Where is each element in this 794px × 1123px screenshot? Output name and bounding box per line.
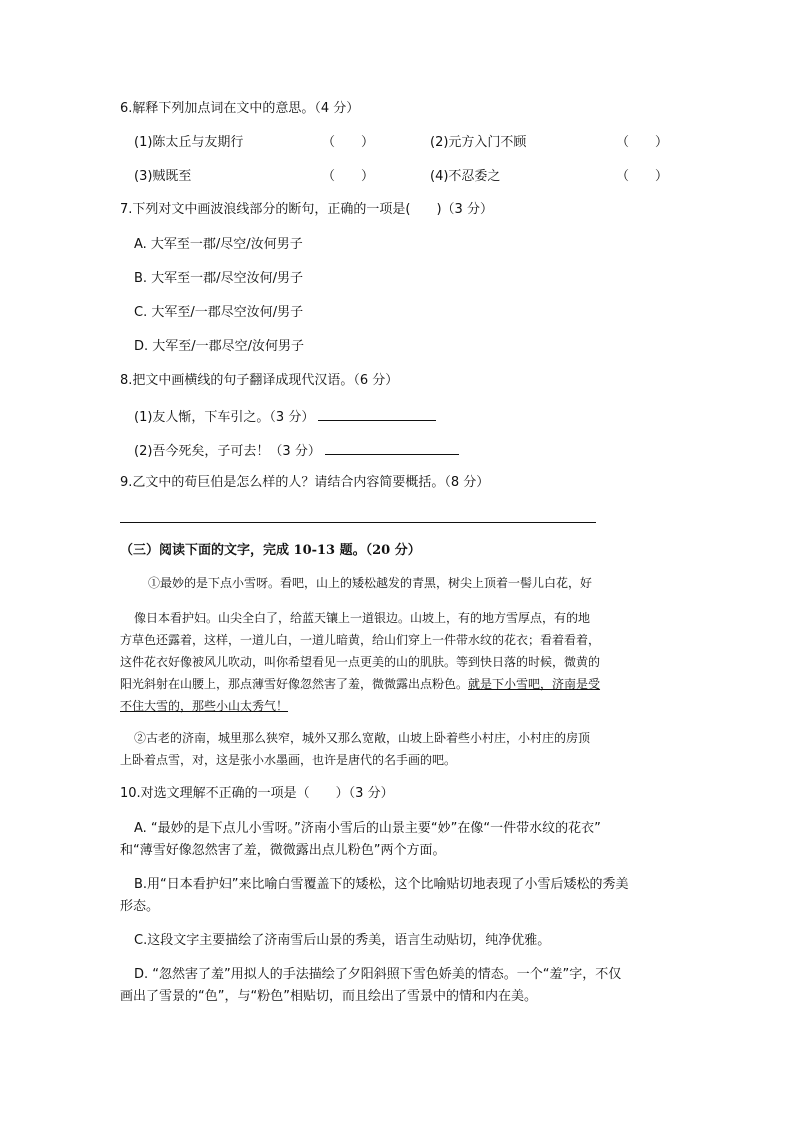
- q8-item-1: [134, 406, 436, 427]
- q8-item-2-text: (2)吾今死矣，子可去！（3 分）: [134, 444, 321, 459]
- passage-p1-line-2: 像日本看护妇。山尖全白了，给蓝天镶上一道银边。山坡上，有的地方雪厚点，有的地: [134, 611, 591, 625]
- q6-item-1: (1)陈太丘与友期行: [134, 135, 244, 150]
- passage-underlined-sentence-part-1: 就是下小雪吧，济南是受: [468, 677, 601, 691]
- q7-option-c: C. 大军至/一郡尽空汝何/男子: [134, 305, 304, 320]
- q10-option-b-line-2: 形态。: [120, 899, 160, 914]
- q8-item-1-answer-blank[interactable]: [318, 406, 436, 421]
- q6-item-4: (4)不忍委之: [430, 169, 501, 184]
- q9-stem: 9.乙文中的荀巨伯是怎么样的人？请结合内容简要概括。（8 分）: [120, 475, 490, 490]
- passage-p1-line-1: ①最妙的是下点小雪呀。看吧，山上的矮松越发的青黑，树尖上顶着一髻儿白花，好: [148, 576, 593, 590]
- q10-option-a-line-1: A. “最妙的是下点儿小雪呀。”济南小雪后的山景主要“妙”在像“一件带水纹的花衣”: [134, 821, 601, 836]
- q6-item-1-answer-paren[interactable]: （ ）: [322, 135, 375, 150]
- q8-item-1-text: (1)友人惭，下车引之。（3 分）: [134, 410, 315, 425]
- q10-option-b-line-1: B.用“日本看护妇”来比喻白雪覆盖下的矮松，这个比喻贴切地表现了小雪后矮松的秀美: [134, 877, 629, 892]
- q6-stem: 6.解释下列加点词在文中的意思。（4 分）: [120, 101, 360, 116]
- passage-p2-line-1: ②古老的济南，城里那么狭窄，城外又那么宽敞，山坡上卧着些小村庄，小村庄的房顶: [134, 731, 591, 745]
- section3-heading: （三）阅读下面的文字，完成 10-13 题。（20 分）: [120, 543, 421, 558]
- q6-item-2-answer-paren[interactable]: （ ）: [616, 135, 669, 150]
- q10-option-a-line-2: 和“薄雪好像忽然害了羞，微微露出点儿粉色”两个方面。: [120, 843, 446, 858]
- passage-p1-line-3: 方草色还露着，这样，一道儿白，一道儿暗黄，给山们穿上一件带水纹的花衣；看着看着，: [120, 633, 601, 647]
- q10-option-c-line-1: C.这段文字主要描绘了济南雪后山景的秀美，语言生动贴切，纯净优雅。: [134, 933, 551, 948]
- q10-option-d-line-2: 画出了雪景的“色”，与“粉色”相贴切，而且绘出了雪景中的情和内在美。: [120, 989, 537, 1004]
- q7-option-b: B. 大军至一郡/尽空汝何/男子: [134, 271, 303, 286]
- passage-p1-line-5: [120, 675, 600, 693]
- q6-item-4-answer-paren[interactable]: （ ）: [616, 169, 669, 184]
- q7-stem: 7.下列对文中画波浪线部分的断句，正确的一项是( )（3 分）: [120, 202, 493, 217]
- passage-p2-line-2: 上卧着点雪，对，这是张小水墨画，也许是唐代的名手画的吧。: [120, 753, 457, 767]
- q8-item-2-answer-blank[interactable]: [325, 440, 459, 455]
- passage-p1-line-4: 这件花衣好像被风儿吹动，叫你希望看见一点更美的山的肌肤。等到快日落的时候，微黄的: [120, 655, 601, 669]
- passage-p1-line-5-plain: 阳光斜射在山腰上，那点薄雪好像忽然害了羞，微微露出点粉色。: [120, 677, 469, 691]
- q8-stem: 8.把文中画横线的句子翻译成现代汉语。（6 分）: [120, 373, 399, 388]
- q7-option-a: A. 大军至一郡/尽空/汝何男子: [134, 237, 303, 252]
- q10-option-d-line-1: D. “忽然害了羞”用拟人的手法描绘了夕阳斜照下雪色娇美的情态。一个“羞”字，不仅: [134, 967, 622, 982]
- q10-stem: 10.对选文理解不正确的一项是（ ）（3 分）: [120, 786, 394, 801]
- q7-option-d: D. 大军至/一郡尽空/汝何男子: [134, 339, 305, 354]
- q6-item-2: (2)元方入门不顾: [430, 135, 527, 150]
- q8-item-2: [134, 440, 459, 461]
- q9-answer-line[interactable]: [120, 522, 596, 523]
- q6-item-3: (3)贼既至: [134, 169, 192, 184]
- q6-item-3-answer-paren[interactable]: （ ）: [322, 169, 375, 184]
- passage-underlined-sentence-part-2: 不住大雪的，那些小山太秀气！: [120, 699, 289, 713]
